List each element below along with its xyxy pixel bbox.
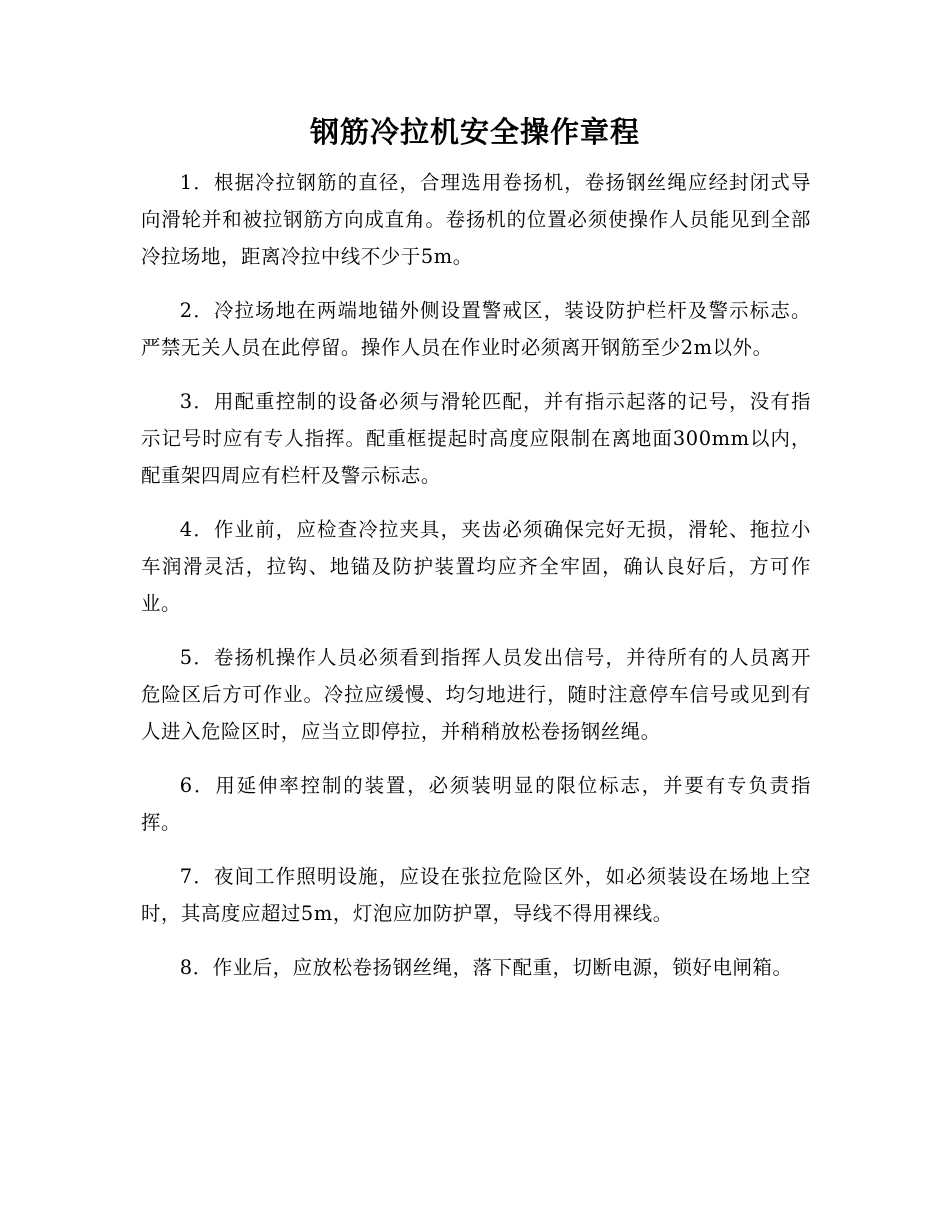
paragraph-8: 8．作业后，应放松卷扬钢丝绳，落下配重，切断电源，锁好电闸箱。 — [179, 956, 793, 979]
paragraph-6: 6．用延伸率控制的装置，必须装明显的限位标志，并要有专负责指挥。 — [141, 774, 811, 834]
paragraph-2: 2．冷拉场地在两端地锚外侧设置警戒区，装设防护栏杆及警示标志。严禁无关人员在此停留。操作人员在作业时必须离开钢筋至少2m以外。 — [141, 299, 811, 359]
document-title: 钢筋冷拉机安全操作章程 — [309, 115, 640, 149]
paragraph-4: 4．作业前，应检查冷拉夹具，夹齿必须确保完好无损，滑轮、拖拉小车润滑灵活，拉钩、地锚及防护装置均应齐全牢固，确认良好后，方可作业。 — [141, 518, 811, 615]
paragraph-7: 7．夜间工作照明设施，应设在张拉危险区外，如必须装设在场地上空时，其高度应超过5m，灯泡应加防护罩，导线不得用裸线。 — [141, 865, 811, 925]
paragraph-1: 1．根据冷拉钢筋的直径，合理选用卷扬机，卷扬钢丝绳应经封闭式导向滑轮并和被拉钢筋方向成直角。卷扬机的位置必须使操作人员能见到全部冷拉场地，距离冷拉中线不少于5m。 — [141, 171, 811, 268]
paragraph-3: 3．用配重控制的设备必须与滑轮匹配，并有指示起落的记号，没有指示记号时应有专人指挥。配重框提起时高度应限制在离地面300mm以内，配重架四周应有栏杆及警示标志。 — [141, 390, 811, 487]
document-body — [141, 164, 811, 1003]
paragraph-5: 5．卷扬机操作人员必须看到指挥人员发出信号，并待所有的人员离开危险区后方可作业。冷拉应缓慢、均匀地进行，随时注意停车信号或见到有人进入危险区时，应当立即停拉，并稍稍放松卷扬钢丝绳。 — [141, 646, 811, 743]
